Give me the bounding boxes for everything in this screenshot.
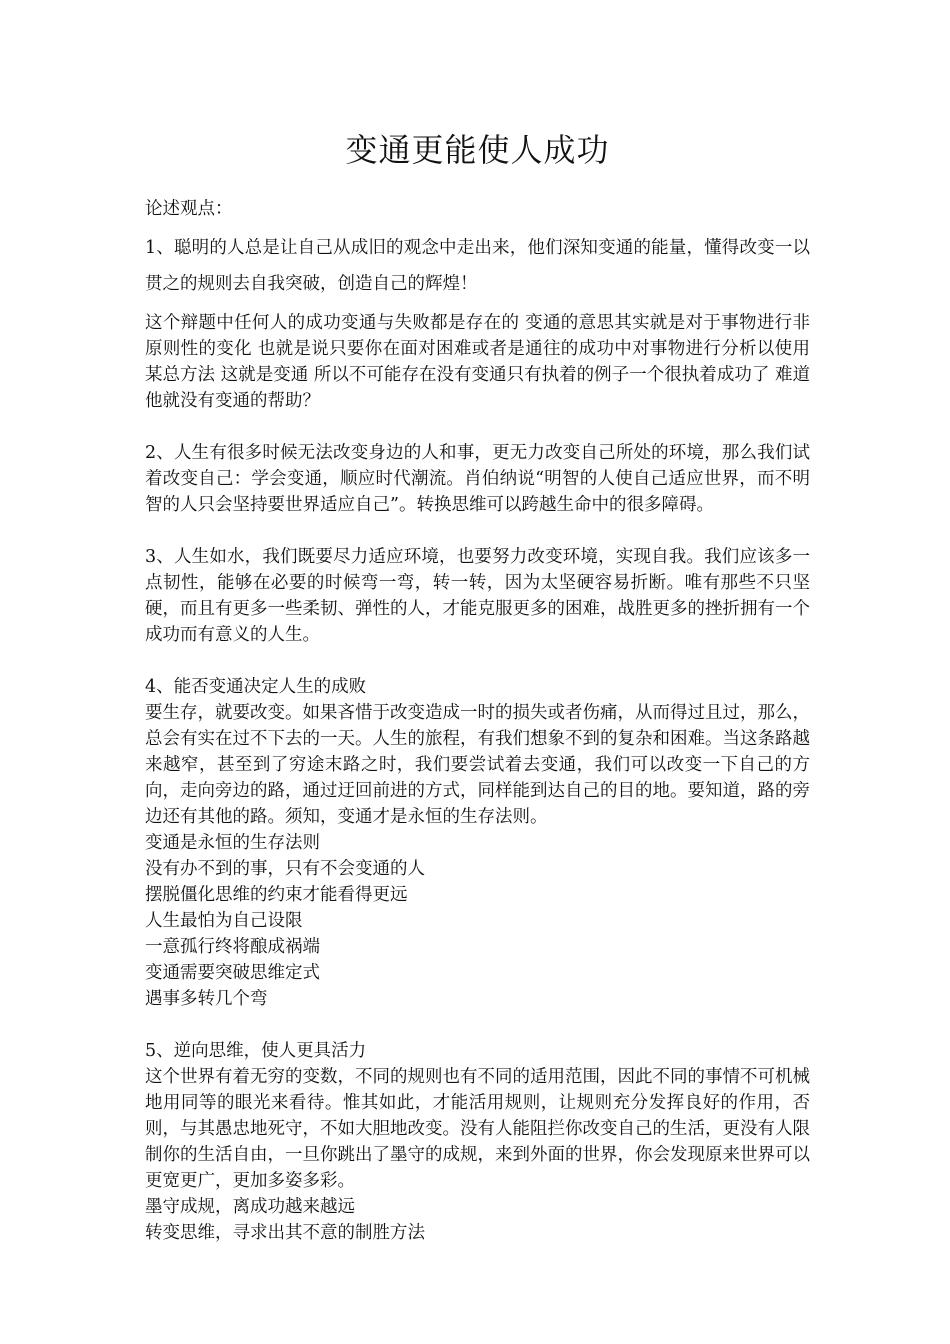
section4-line: 遇事多转几个弯 <box>145 989 268 1009</box>
section4-line: 变通是永恒的生存法则 <box>145 833 320 853</box>
section4-line: 一意孤行终将酿成祸端 <box>145 937 320 957</box>
page-title: 变通更能使人成功 <box>345 131 610 169</box>
section4-line: 变通需要突破思维定式 <box>145 963 320 983</box>
section5-line: 墨守成规，离成功越来越远 <box>145 1197 355 1217</box>
section3-body: 3、人生如水，我们既要尽力适应环境，也要努力改变环境，实现自我。我们应该多一点韧性，能够在必要的时候弯一弯，转一转，因为太坚硬容易折断。唯有那些不只坚硬，而且有更多一些柔韧、弹性的人，才能克服更多的困难，战胜更多的挫折拥有一个成功而有意义的人生。 <box>145 547 810 645</box>
section2-body: 2、人生有很多时候无法改变身边的人和事，更无力改变自己所处的环境，那么我们试着改变自己：学会变通，顺应时代潮流。肖伯纳说“明智的人使自己适应世界，而不明智的人只会坚持要世界适应自己”。转换思维可以跨越生命中的很多障碍。 <box>145 443 810 515</box>
intro-label: 论述观点： <box>145 199 233 219</box>
section1-body: 这个辩题中任何人的成功变通与失败都是存在的 变通的意思其实就是对于事物进行非原则性的变化 也就是说只要你在面对困难或者是通往的成功中对事物进行分析以使用某总方法 这就是变通 所以不可能存在没有变通只有执着的例子一个很执着成功了 难道他就没有变通的帮助？ <box>145 313 810 411</box>
section5-body: 这个世界有着无穷的变数，不同的规则也有不同的适用范围，因此不同的事情不可机械地用同等的眼光来看待。惟其如此，才能活用规则，让规则充分发挥良好的作用，否则，与其愚忠地死守，不如大胆地改变。没有人能阻拦你改变自己的生活，更没有人限制你的生活自由，一旦你跳出了墨守的成规，来到外面的世界，你会发现原来世界可以更宽更广，更加多姿多彩。 <box>145 1067 810 1191</box>
section4-line: 摆脱僵化思维的约束才能看得更远 <box>145 885 408 905</box>
section1-heading: 1、聪明的人总是让自己从成旧的观念中走出来，他们深知变通的能量，懂得改变一以贯之的规则去自我突破，创造自己的辉煌！ <box>145 238 810 294</box>
section4-heading: 4、能否变通决定人生的成败 <box>145 677 367 697</box>
section4-line: 没有办不到的事，只有不会变通的人 <box>145 859 425 879</box>
section5-heading: 5、逆向思维，使人更具活力 <box>145 1041 367 1061</box>
section4-line: 人生最怕为自己设限 <box>145 911 303 931</box>
document-body <box>145 196 810 1246</box>
section5-line: 转变思维，寻求出其不意的制胜方法 <box>145 1223 425 1243</box>
section4-body: 要生存，就要改变。如果吝惜于改变造成一时的损失或者伤痛，从而得过且过，那么，总会有实在过不下去的一天。人生的旅程，有我们想象不到的复杂和困难。当这条路越来越窄，甚至到了穷途末路之时，我们要尝试着去变通，我们可以改变一下自己的方向，走向旁边的路，通过迂回前进的方式，同样能到达自己的目的地。要知道，路的旁边还有其他的路。须知，变通才是永恒的生存法则。 <box>145 703 810 827</box>
